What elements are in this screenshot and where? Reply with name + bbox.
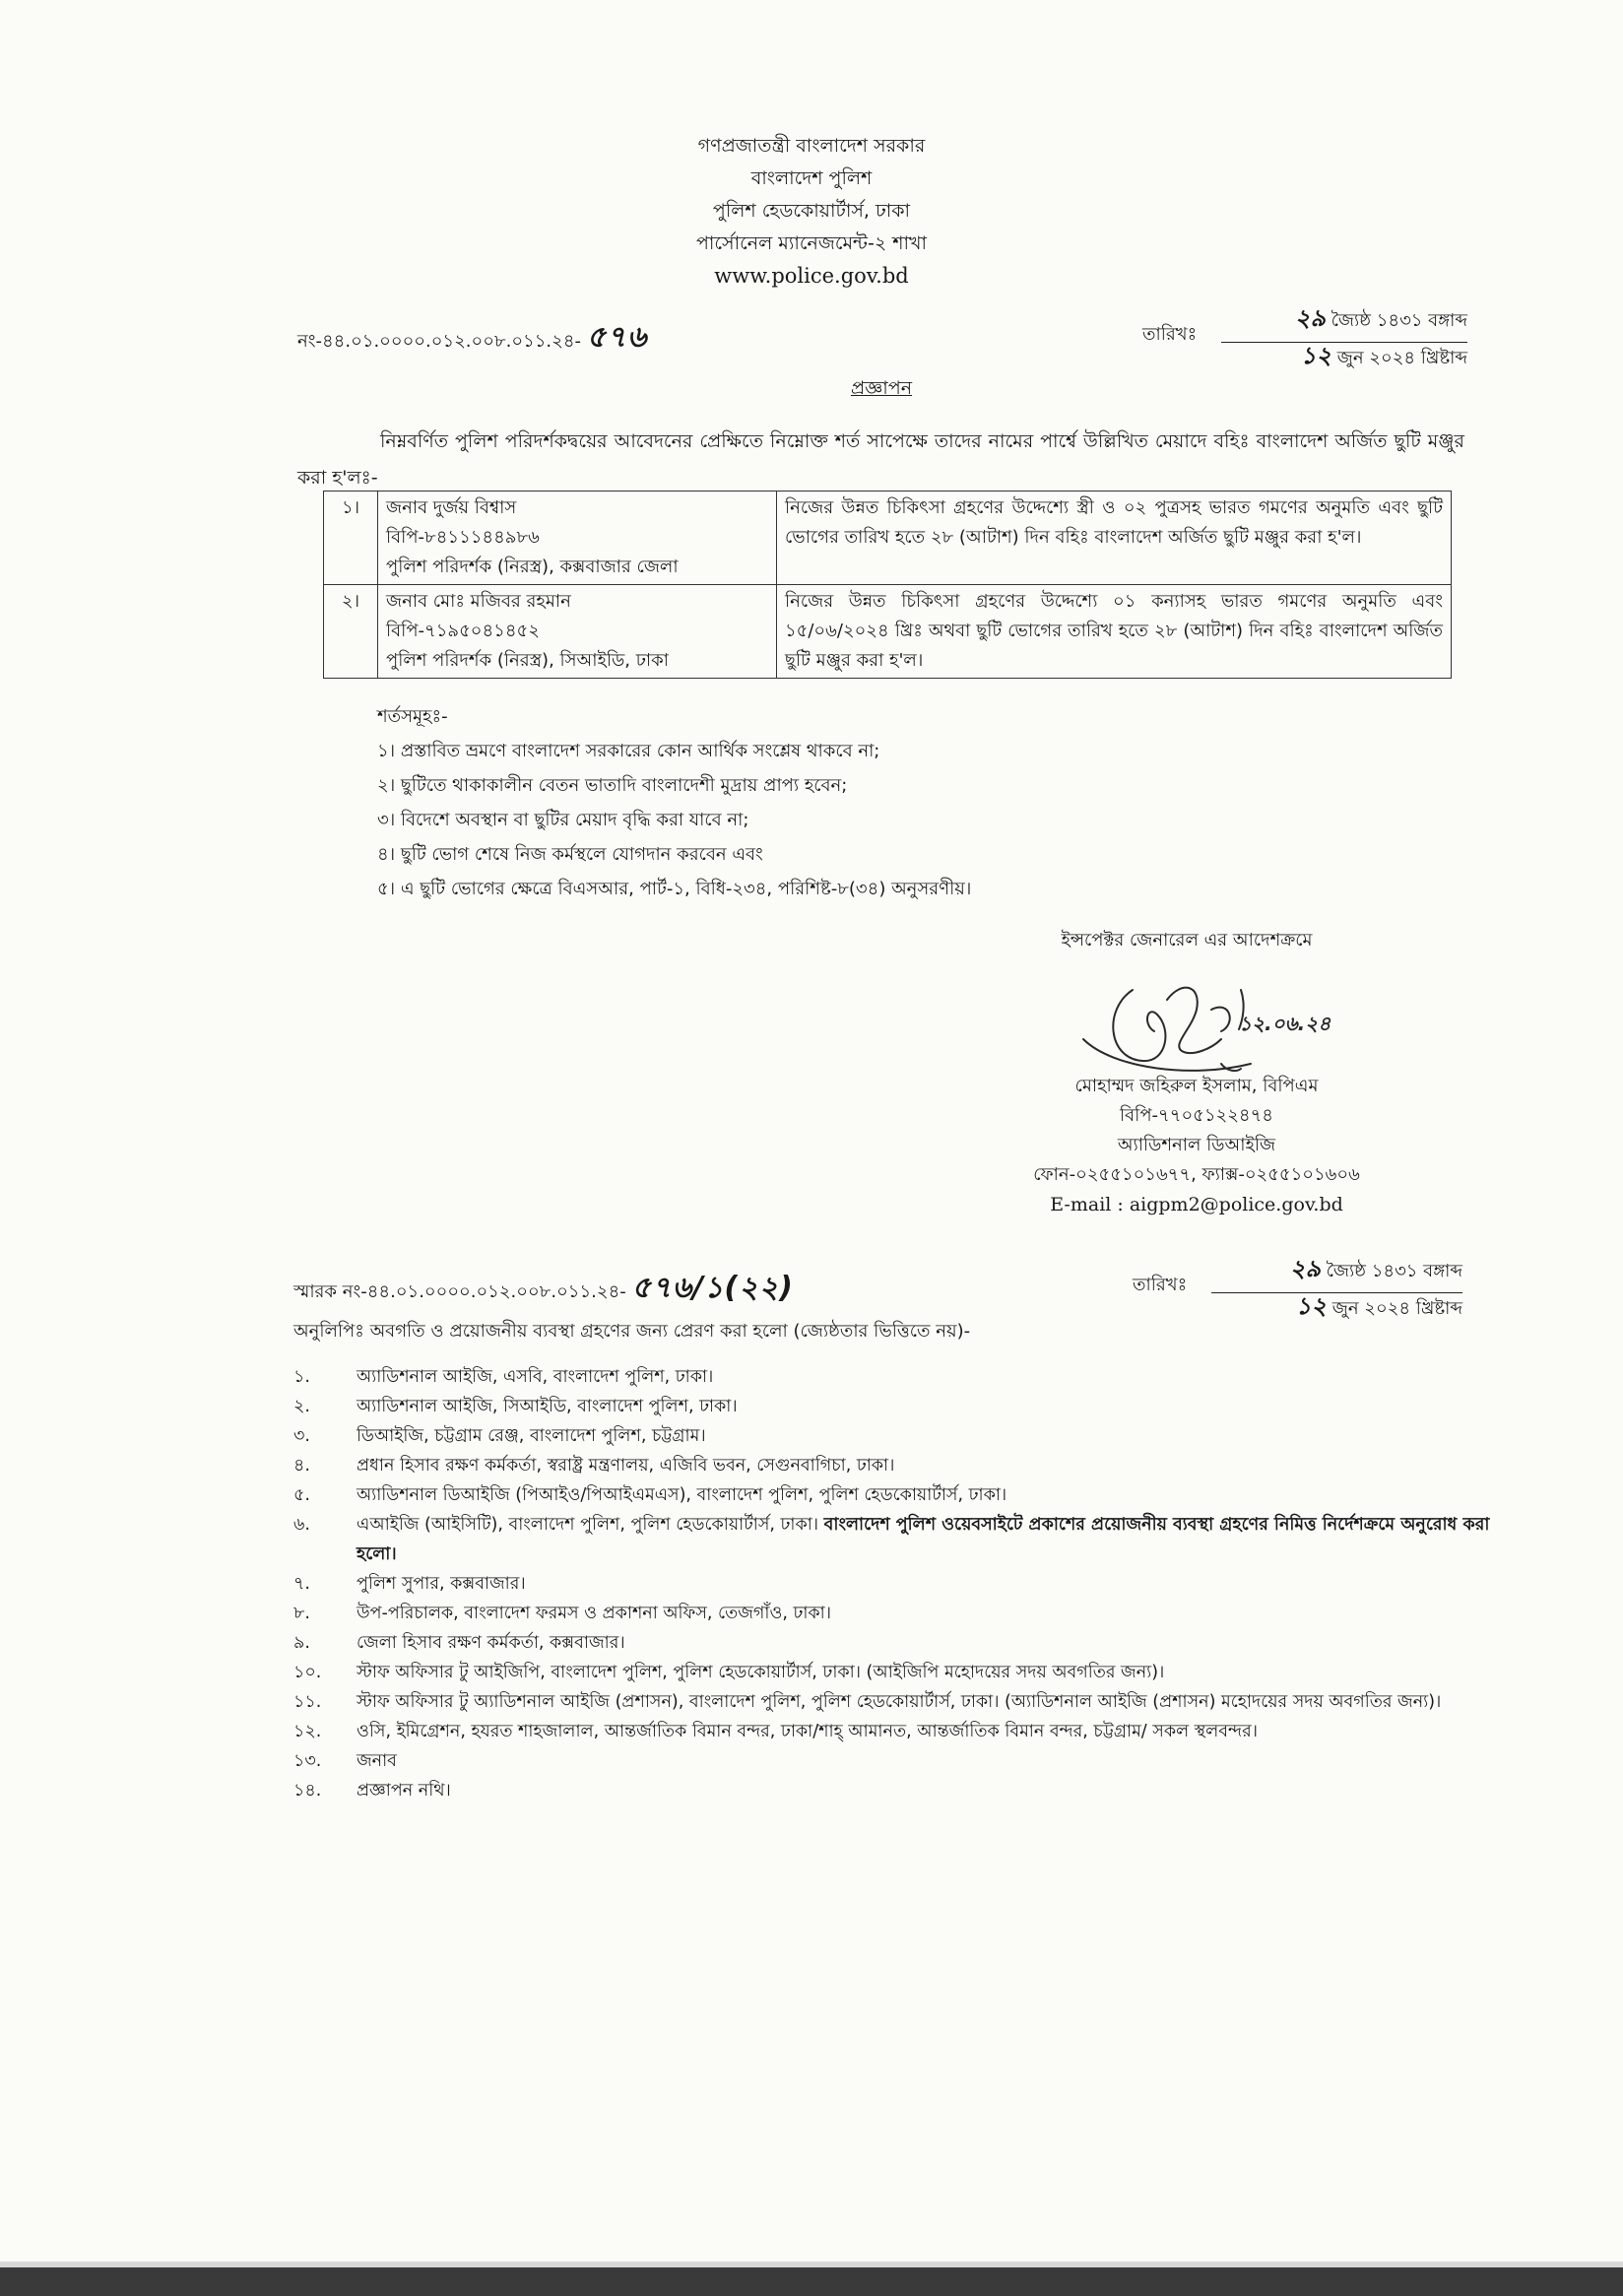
notification-title: প্রজ্ঞাপন	[850, 377, 913, 399]
copy-memo-number	[293, 1264, 794, 1314]
memo-ref-prefix: নং-৪৪.০১.০০০০.০১২.০০৮.০১১.২৪-	[297, 331, 581, 352]
signatory-name: মোহাম্মদ জহিরুল ইসলাম, বিপিএম	[1074, 1076, 1319, 1096]
memo-ref-handwritten: ৫৭৬	[586, 320, 648, 355]
officer-name: জনাব দুর্জয় বিশ্বাস	[386, 497, 517, 518]
list-item: ১৩. জনাব	[293, 1751, 397, 1771]
leave-detail-cell: নিজের উন্নত চিকিৎসা গ্রহণের উদ্দেশ্যে ০১ কন্যাসহ ভারত গমণের অনুমতি এবং ১৫/০৬/২০২৪ খ্রিঃ অথবা ছুটি ভোগের তারিখ হতে ২৮ (আটাশ) দিন বহিঃ বাংলাদেশ অর্জিত ছুটি মঞ্জুর করা হ'ল।	[777, 585, 1452, 679]
copy-intro: অনুলিপিঃ অবগতি ও প্রয়োজনীয় ব্যবস্থা গ্রহণের জন্য প্রেরণ করা হলো (জ্যেষ্ঠতার ভিত্তিতে নয়)-	[293, 1321, 971, 1342]
list-item: ১০. স্টাফ অফিসার টু আইজিপি, বাংলাদেশ পুলিশ, পুলিশ হেডকোয়ার্টার্স, ঢাকা। (আইজিপি মহোদয়ের সদয় অবগতির জন্য)।	[293, 1663, 1165, 1682]
date-label: তারিখঃ	[1133, 1275, 1188, 1295]
date-bangla: ২৯ জ্যৈষ্ঠ ১৪৩১ বঙ্গাব্দ	[1221, 300, 1467, 343]
list-item: ২. অ্যাডিশনাল আইজি, সিআইডি, বাংলাদেশ পুলিশ, ঢাকা।	[293, 1397, 738, 1416]
list-item: ১২. ওসি, ইমিগ্রেশন, হযরত শাহজালাল, আন্তর্জাতিক বিমান বন্দর, ঢাকা/শাহ্ আমানত, আন্তর্জাতিক বিমান বন্দর, চট্টগ্রাম/ সকল স্থলবন্দর।	[293, 1722, 1258, 1741]
leave-detail-cell: নিজের উন্নত চিকিৎসা গ্রহণের উদ্দেশ্যে স্ত্রী ও ০২ পুত্রসহ ভারত গমণের অনুমতি এবং ছুটি ভোগের তারিখ হতে ২৮ (আটাশ) দিন বহিঃ বাংলাদেশ অর্জিত ছুটি মঞ্জুর করা হ'ল।	[777, 492, 1452, 585]
memo-date	[1142, 300, 1477, 371]
officers-table-wrap	[323, 491, 1452, 679]
signatory-block	[985, 1072, 1408, 1219]
office-name: পুলিশ হেডকোয়ার্টার্স, ঢাকা	[712, 200, 911, 222]
date-greg-day: ১২	[1295, 1292, 1327, 1320]
conditions-title: শর্তসমূহঃ-	[377, 706, 448, 727]
list-item: ৪। ছুটি ভোগ শেষে নিজ কর্মস্থলে যোগদান করবেন এবং	[377, 844, 763, 865]
letterhead	[0, 130, 1623, 293]
signatory-designation: অ্যাডিশনাল ডিআইজি	[1117, 1135, 1276, 1155]
officer-cell	[378, 492, 777, 585]
dept-name: বাংলাদেশ পুলিশ	[750, 167, 873, 189]
officers-table	[323, 491, 1452, 679]
memo-number	[297, 313, 647, 363]
list-item: ৫। এ ছুটি ভোগের ক্ষেত্রে বিএসআর, পার্ট-১, বিধি-২৩৪, পরিশিষ্ট-৮(৩৪) অনুসরণীয়।	[377, 879, 972, 899]
section-name: পার্সোনেল ম্যানেজমেন্ট-২ শাখা	[696, 232, 927, 254]
list-item: ১. অ্যাডিশনাল আইজি, এসবি, বাংলাদেশ পুলিশ, ঢাকা।	[293, 1367, 714, 1387]
table-row	[324, 585, 1452, 679]
date-bangla-day: ২৯	[1289, 1255, 1321, 1282]
list-item: ৬. এআইজি (আইসিটি), বাংলাদেশ পুলিশ, পুলিশ হেডকোয়ার্টার্স, ঢাকা। বাংলাদেশ পুলিশ ওয়েবসাইটে প্রকাশের প্রয়োজনীয় ব্যবস্থা গ্রহণের নিমিত্ত নির্দেশক্রমে অনুরোধ করা হলো।	[293, 1515, 1490, 1564]
serial-cell: ১।	[324, 492, 378, 585]
list-item: ৮. উপ-পরিচালক, বাংলাদেশ ফরমস ও প্রকাশনা অফিস, তেজগাঁও, ঢাকা।	[293, 1604, 832, 1623]
officer-name: জনাব মোঃ মজিবর রহমান	[386, 591, 571, 612]
officer-cell	[378, 585, 777, 679]
date-gregorian: ১২ জুন ২০২৪ খ্রিষ্টাব্দ	[1295, 1292, 1462, 1320]
scan-edge	[0, 2262, 1623, 2296]
signatory-phone: ফোন-০২৫৫১০১৬৭৭, ফ্যাক্স-০২৫৫১০১৬০৬	[1033, 1164, 1360, 1185]
officer-bp: বিপি-৭১৯৫০৪১৪৫২	[386, 621, 540, 641]
list-item: ৯. জেলা হিসাব রক্ষণ কর্মকর্তা, কক্সবাজার।	[293, 1633, 625, 1653]
table-row	[324, 492, 1452, 585]
order-line: ইন্সপেক্টর জেনারেল এর আদেশক্রমে	[1061, 930, 1313, 951]
serial-cell: ২।	[324, 585, 378, 679]
list-item: ৩. ডিআইজি, চট্টগ্রাম রেঞ্জ, বাংলাদেশ পুলিশ, চট্টগ্রাম।	[293, 1426, 706, 1446]
distribution-list	[293, 1362, 1499, 1805]
copy-ref-prefix: স্মারক নং-৪৪.০১.০০০০.০১২.০০৮.০১১.২৪-	[293, 1281, 626, 1302]
list-item: ১১. স্টাফ অফিসার টু অ্যাডিশনাল আইজি (প্রশাসন), বাংলাদেশ পুলিশ, পুলিশ হেডকোয়ার্টার্স, ঢাকা। (অ্যাডিশনাল আইজি (প্রশাসন) মহোদয়ের সদয় অবগতির জন্য)।	[293, 1692, 1442, 1712]
govt-name: গণপ্রজাতন্ত্রী বাংলাদেশ সরকার	[697, 135, 926, 157]
list-item: ২। ছুটিতে থাকাকালীন বেতন ভাতাদি বাংলাদেশী মুদ্রায় প্রাপ্য হবেন;	[377, 775, 848, 796]
signatory-bp: বিপি-৭৭০৫১২২৪৭৪	[1120, 1105, 1273, 1126]
list-item: ৪. প্রধান হিসাব রক্ষণ কর্মকর্তা, স্বরাষ্ট্র মন্ত্রণালয়, এজিবি ভবন, সেগুনবাগিচা, ঢাকা।	[293, 1456, 895, 1476]
website-link[interactable]: www.police.gov.bd	[714, 264, 909, 288]
date-bangla: ২৯ জ্যৈষ্ঠ ১৪৩১ বঙ্গাব্দ	[1211, 1251, 1462, 1293]
date-greg-day: ১২	[1300, 342, 1331, 369]
signature-date: ১২.০৬.২৪	[1239, 1012, 1331, 1035]
website-request-note: বাংলাদেশ পুলিশ ওয়েবসাইটে প্রকাশের প্রয়োজনীয় ব্যবস্থা গ্রহণের নিমিত্ত নির্দেশক্রমে অনুরোধ করা হলো।	[357, 1515, 1490, 1564]
officer-post: পুলিশ পরিদর্শক (নিরস্ত্র), কক্সবাজার জেলা	[386, 557, 679, 577]
copy-ref-handwritten: ৫৭৬/১(২২)	[631, 1271, 794, 1305]
copy-memo-date	[1133, 1251, 1472, 1322]
list-item: ১। প্রস্তাবিত ভ্রমণে বাংলাদেশ সরকারের কোন আর্থিক সংশ্লেষ থাকবে না;	[377, 741, 880, 761]
officer-post: পুলিশ পরিদর্শক (নিরস্ত্র), সিআইডি, ঢাকা	[386, 650, 669, 671]
date-label: তারিখঃ	[1142, 324, 1198, 345]
date-bangla-day: ২৯	[1294, 304, 1326, 332]
officer-bp: বিপি-৮৪১১১৪৪৯৮৬	[386, 527, 540, 548]
conditions-list	[377, 699, 1362, 906]
list-item: ৭. পুলিশ সুপার, কক্সবাজার।	[293, 1574, 526, 1594]
date-gregorian: ১২ জুন ২০২৪ খ্রিষ্টাব্দ	[1300, 342, 1467, 369]
list-item: ১৪. প্রজ্ঞাপন নথি।	[293, 1781, 451, 1801]
list-item: ৩। বিদেশে অবস্থান বা ছুটির মেয়াদ বৃদ্ধি করা যাবে না;	[377, 810, 749, 830]
intro-paragraph: নিম্নবর্ণিত পুলিশ পরিদর্শকদ্বয়ের আবেদনের প্রেক্ষিতে নিম্নোক্ত শর্ত সাপেক্ষে তাদের নামের পার্শ্বে উল্লিখিত মেয়াদে বহিঃ বাংলাদেশ অর্জিত ছুটি মঞ্জুর করা হ'লঃ-	[297, 430, 1464, 489]
list-item: ৫. অ্যাডিশনাল ডিআইজি (পিআইও/পিআইএমএস), বাংলাদেশ পুলিশ, পুলিশ হেডকোয়ার্টার্স, ঢাকা।	[293, 1485, 1007, 1505]
signatory-email[interactable]: E-mail : aigpm2@police.gov.bd	[1050, 1194, 1343, 1215]
